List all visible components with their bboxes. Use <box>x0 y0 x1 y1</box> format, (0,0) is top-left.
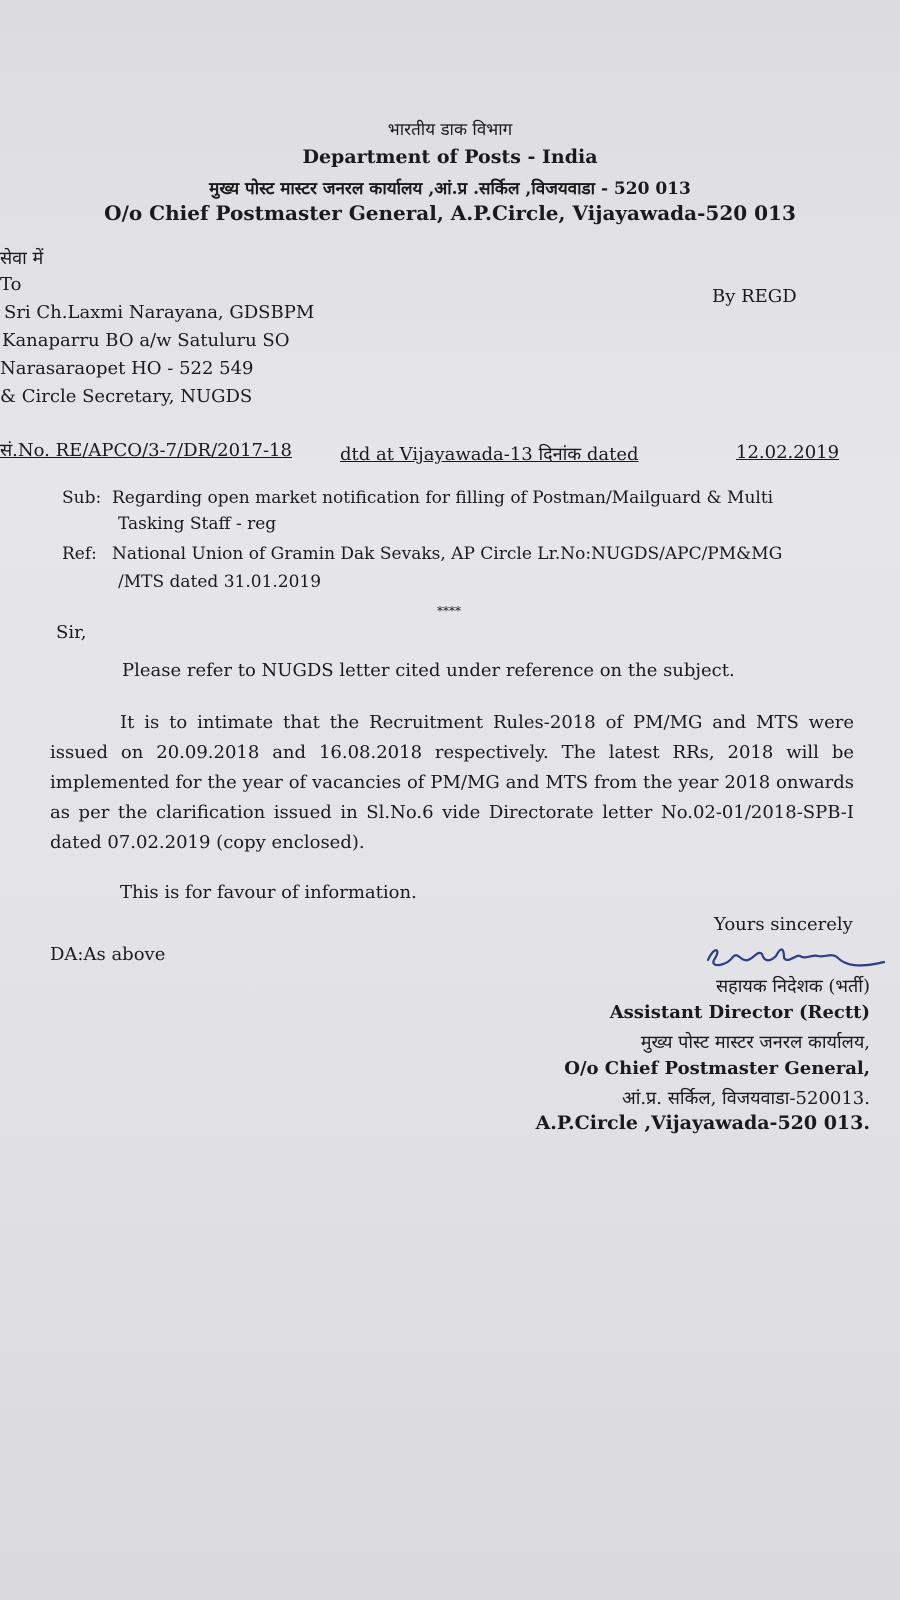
hindi-department: भारतीय डाक विभाग <box>387 120 513 140</box>
office-title: O/o Chief Postmaster General, A.P.Circle, Vijayawada-520 013 <box>104 201 796 225</box>
hindi-signature-circle: आं.प्र. सर्किल, विजयवाडा-520013. <box>621 1088 870 1109</box>
subject-label: Sub: <box>62 488 102 508</box>
hindi-office-title: मुख्य पोस्ट मास्टर जनरल कार्यालय ,आं.प्र .सर्किल ,विजयवाडा - 520 013 <box>209 179 691 199</box>
ref-label: Ref: <box>62 544 97 564</box>
addressee-line-2: Kanaparru BO a/w Satuluru SO <box>2 330 290 351</box>
hindi-signature-office: मुख्य पोस्ट मास्टर जनरल कार्यालय, <box>640 1032 870 1053</box>
subject-line-2: Tasking Staff - reg <box>118 514 277 534</box>
paragraph-3: This is for favour of information. <box>120 882 417 903</box>
enclosure-note: DA:As above <box>50 944 166 965</box>
reference-dated-text: dtd at Vijayawada-13 दिनांक dated <box>340 444 639 465</box>
addressee-line-1: Sri Ch.Laxmi Narayana, GDSBPM <box>4 302 315 323</box>
ref-line-2: /MTS dated 31.01.2019 <box>118 572 322 592</box>
salutation: Sir, <box>56 622 87 643</box>
signature-office: O/o Chief Postmaster General, <box>564 1058 870 1079</box>
reference-number <box>0 438 292 462</box>
ref-line-1: National Union of Gramin Dak Sevaks, AP Circle Lr.No:NUGDS/APC/PM&MG <box>112 544 783 564</box>
reference-date-text: 12.02.2019 <box>736 442 840 463</box>
designation: Assistant Director (Rectt) <box>609 1002 870 1023</box>
reference-date <box>736 442 839 463</box>
signature-circle: A.P.Circle ,Vijayawada-520 013. <box>535 1112 870 1134</box>
department-title: Department of Posts - India <box>302 146 598 168</box>
paragraph-2: It is to intimate that the Recruitment Rules-2018 of PM/MG and MTS were issued on 20.09.2018 and 16.08.2018 respectively. The latest RRs, 2018 will be implemented for the year of vacancies of PM/MG and MTS from the year 2018 onwards as per the clarification issued in Sl.No.6 vide Directorate letter No.02-01/2018-SPB-I dated 07.02.2019 (copy enclosed). <box>50 712 854 853</box>
addressee-line-3: Narasaraopet HO - 522 549 <box>0 358 254 379</box>
hindi-to-label: सेवा में <box>0 248 44 269</box>
addressee-line-4: & Circle Secretary, NUGDS <box>0 386 253 407</box>
to-label: To <box>0 274 22 295</box>
closing: Yours sincerely <box>714 914 853 935</box>
subject-line-1: Regarding open market notification for filling of Postman/Mailguard & Multi <box>112 488 774 508</box>
reference-dated <box>340 442 639 466</box>
separator-stars: **** <box>437 604 461 618</box>
delivery-mode: By REGD <box>712 286 797 307</box>
paragraph-1: Please refer to NUGDS letter cited under reference on the subject. <box>122 660 735 681</box>
reference-number-text: सं.No. RE/APCO/3-7/DR/2017-18 <box>0 440 292 461</box>
hindi-designation: सहायक निदेशक (भर्ती) <box>716 976 870 997</box>
